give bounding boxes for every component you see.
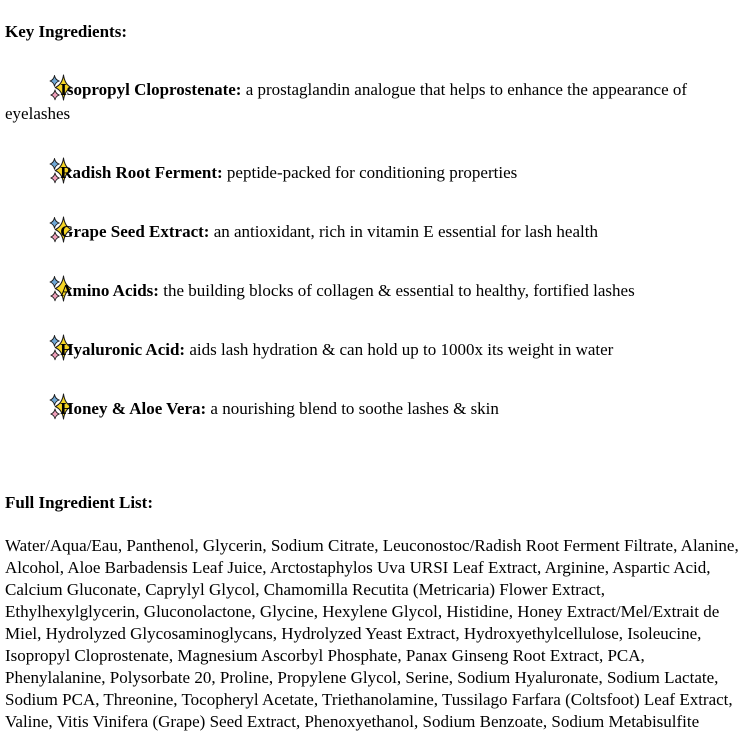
key-ingredient-item <box>5 275 739 303</box>
ingredient-name: Grape Seed Extract: <box>60 222 210 241</box>
full-ingredient-list-heading: Full Ingredient List: <box>5 493 153 512</box>
ingredient-name: Isopropyl Cloprostenate: <box>60 80 242 99</box>
key-ingredient-item <box>5 393 739 421</box>
ingredient-name: Amino Acids: <box>60 281 159 300</box>
key-ingredient-item <box>5 74 739 126</box>
key-ingredient-item <box>5 157 739 185</box>
key-ingredient-item <box>5 334 739 362</box>
sparkles-icon <box>27 275 50 303</box>
ingredient-name: Radish Root Ferment: <box>60 163 223 182</box>
sparkles-icon <box>27 157 50 185</box>
ingredient-name: Honey & Aloe Vera: <box>60 399 207 418</box>
ingredient-name: Hyaluronic Acid: <box>60 340 186 359</box>
document <box>5 20 739 733</box>
ingredient-description: the building blocks of collagen & essential to healthy, fortified lashes <box>163 281 635 300</box>
key-ingredient-item <box>5 216 739 244</box>
ingredient-description: an antioxidant, rich in vitamin E essential for lash health <box>213 222 598 241</box>
key-ingredients-heading: Key Ingredients: <box>5 22 127 41</box>
ingredient-description: peptide-packed for conditioning properties <box>226 163 518 182</box>
sparkles-icon <box>27 74 50 102</box>
ingredient-description: a nourishing blend to soothe lashes & skin <box>210 399 499 418</box>
sparkles-icon <box>27 216 50 244</box>
ingredient-description: aids lash hydration & can hold up to 1000x its weight in water <box>189 340 614 359</box>
ingredient-description: a prostaglandin analogue that helps to enhance the appearance of eyelashes <box>5 80 688 123</box>
full-ingredient-list-text: Water/Aqua/Eau, Panthenol, Glycerin, Sodium Citrate, Leuconostoc/Radish Root Ferment Filtrate, Alanine, Alcohol, Aloe Barbadensis Leaf Juice, Arctostaphylos Uva URSI Leaf Extract, Arginine, Aspartic Acid, Calcium Gluconate, Caprylyl Glycol, Chamomilla Recutita (Metricaria) Flower Extract, Ethylhexylglycerin, Gluconolactone, Glycine, Hexylene Glycol, Histidine, Honey Extract/Mel/Extrait de Miel, Hydrolyzed Glycosaminoglycans, Hydrolyzed Yeast Extract, Hydroxyethylcellulose, Isoleucine, Isopropyl Cloprostenate, Magnesium Ascorbyl Phosphate, Panax Ginseng Root Extract, PCA, Phenylalanine, Polysorbate 20, Proline, Propylene Glycol, Serine, Sodium Hyaluronate, Sodium Lactate, Sodium PCA, Threonine, Tocopheryl Acetate, Triethanolamine, Tussilago Farfara (Coltsfoot) Leaf Extract, Valine, Vitis Vinifera (Grape) Seed Extract, Phenoxyethanol, Sodium Benzoate, Sodium Metabisulfite <box>5 536 739 731</box>
sparkles-icon <box>27 334 50 362</box>
sparkles-icon <box>27 393 50 421</box>
